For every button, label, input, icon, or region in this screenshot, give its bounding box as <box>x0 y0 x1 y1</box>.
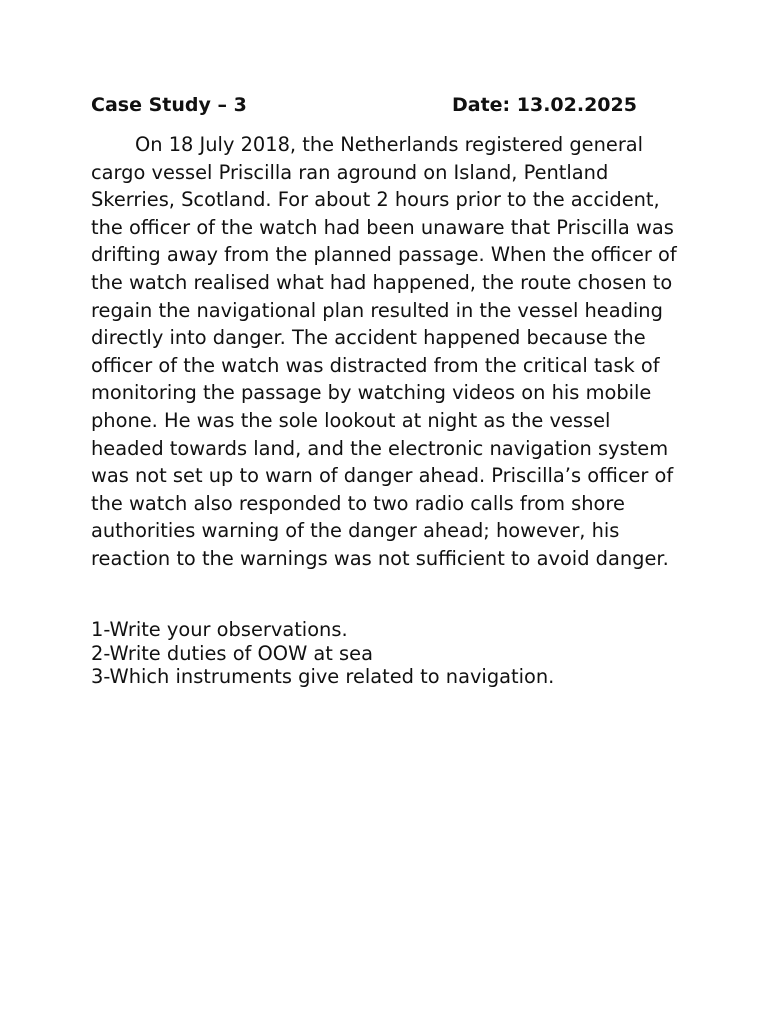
question-list <box>91 618 687 689</box>
question-item: 2-Write duties of OOW at sea <box>91 641 373 665</box>
question-item: 1-Write your observations. <box>91 618 348 641</box>
document-header <box>91 92 691 118</box>
document-date: Date: 13.02.2025 <box>452 94 637 116</box>
case-study-paragraph <box>91 131 687 573</box>
case-study-title: Case Study – 3 <box>91 94 247 116</box>
question-item: 3-Which instruments give related to navigation. <box>91 665 555 689</box>
paragraph-text: On 18 July 2018, the Netherlands registered general cargo vessel Priscilla ran aground on Island, Pentland Skerries, Scotland. For about 2 hours prior to the accident, the officer of the watch had been unaware that Priscilla was drifting away from the planned passage. When the officer of the watch realised what had happened, the route chosen to regain the navigational plan resulted in the vessel heading directly into danger. The accident happened because the officer of the watch was distracted from the critical task of monitoring the passage by watching videos on his mobile phone. He was the sole lookout at night as the vessel headed towards land, and the electronic navigation system was not set up to warn of danger ahead. Priscilla’s officer of the watch also responded to two radio calls from shore authorities warning of the danger ahead; however, his reaction to the warnings was not sufficient to avoid danger. <box>91 133 677 570</box>
